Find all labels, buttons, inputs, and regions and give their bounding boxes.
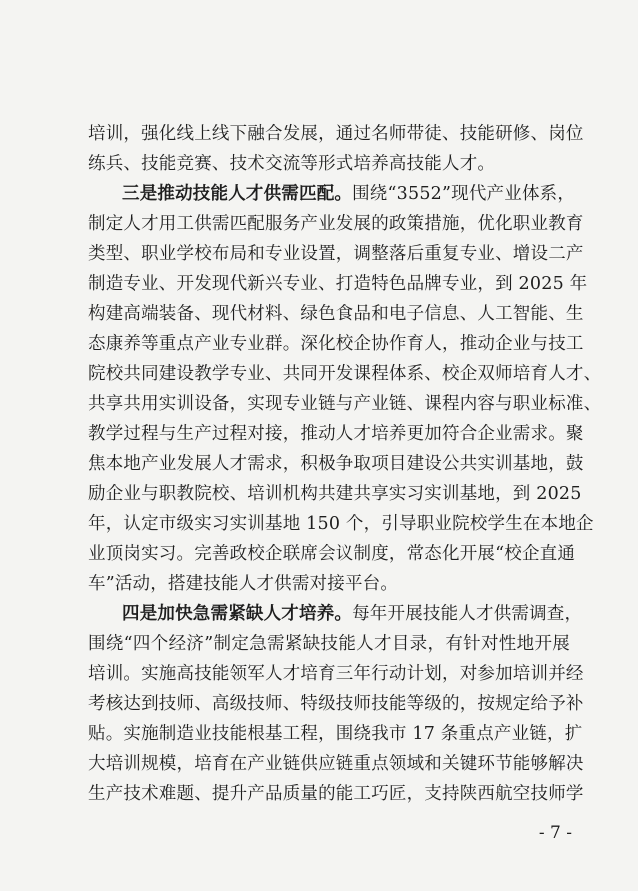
paragraph-first-line: [122, 179, 576, 209]
paragraph-line: [88, 359, 602, 389]
paragraph-first-line: [122, 599, 583, 629]
paragraph-line: [88, 299, 584, 329]
line-text: 培训。实施高技能领军人才培育三年行动计划，对参加培训并经: [88, 664, 584, 684]
line-text: 共享共用实训设备，实现专业链与产业链、课程内容与职业标准、: [88, 394, 602, 414]
paragraph-line: [88, 239, 584, 269]
line-text: 制定人才用工供需匹配服务产业发展的政策措施，优化职业教育: [88, 214, 584, 234]
paragraph-line: [88, 149, 570, 179]
line-text: 制造专业、开发现代新兴专业、打造特色品牌专业，到 2025 年: [88, 274, 588, 294]
paragraph-line: [88, 569, 570, 599]
line-text: 生产技术难题、提升产品质量的能工巧匠，支持陕西航空技师学: [88, 784, 584, 804]
line-text: 焦本地产业发展人才需求，积极争取项目建设公共实训基地，鼓: [88, 454, 584, 474]
line-text: 贴。实施制造业技能根基工程，围绕我市 17 条重点产业链，扩: [88, 724, 583, 744]
section-lead-heading: 四是加快急需紧缺人才培养。: [122, 604, 353, 624]
paragraph-line: [88, 329, 584, 359]
paragraph-line: [88, 479, 582, 509]
paragraph-line: [88, 269, 588, 299]
paragraph-line: [88, 539, 576, 569]
section-lead-heading: 三是推动技能人才供需匹配。: [122, 184, 353, 204]
line-text: 业顶岗实习。完善政校企联席会议制度，常态化开展“校企直通: [88, 544, 576, 564]
paragraph-line: [88, 689, 584, 719]
paragraph-line: [88, 659, 584, 689]
paragraph-line: [88, 719, 583, 749]
paragraph-line: [88, 629, 570, 659]
paragraph-line: [88, 449, 584, 479]
paragraph-line: [88, 419, 584, 449]
paragraph-line: [88, 119, 584, 149]
paragraph-line: [88, 209, 584, 239]
line-text: 练兵、技能竞赛、技术交流等形式培养高技能人才。: [88, 154, 496, 174]
line-text: 每年开展技能人才供需调查，: [352, 604, 583, 624]
line-text: 围绕“四个经济”制定急需紧缺技能人才目录，有针对性地开展: [88, 634, 570, 654]
line-text: 教学过程与生产过程对接，推动人才培养更加符合企业需求。聚: [88, 424, 584, 444]
paragraph-line: [88, 779, 584, 809]
line-text: 构建高端装备、现代材料、绿色食品和电子信息、人工智能、生: [88, 304, 584, 324]
line-text: 围绕“3552”现代产业体系，: [352, 184, 576, 204]
line-text: 车”活动，搭建技能人才供需对接平台。: [88, 574, 399, 594]
line-text: 年，认定市级实习实训基地 150 个，引导职业院校学生在本地企: [88, 514, 594, 534]
paragraph-line: [88, 509, 594, 539]
line-text: 类型、职业学校布局和专业设置，调整落后重复专业、增设二产: [88, 244, 584, 264]
paragraph-line: [88, 389, 602, 419]
line-text: 培训，强化线上线下融合发展，通过名师带徒、技能研修、岗位: [88, 124, 584, 144]
line-text: 考核达到技师、高级技师、特级技师技能等级的，按规定给予补: [88, 694, 584, 714]
page-number: - 7 -: [538, 823, 572, 843]
line-text: 院校共同建设教学专业、共同开发课程体系、校企双师培育人才、: [88, 364, 602, 384]
line-text: 态康养等重点产业专业群。深化校企协作育人，推动企业与技工: [88, 334, 584, 354]
line-text: 大培训规模，培育在产业链供应链重点领域和关键环节能够解决: [88, 754, 584, 774]
paragraph-line: [88, 749, 584, 779]
line-text: 励企业与职教院校、培训机构共建共享实习实训基地，到 2025: [88, 484, 582, 504]
